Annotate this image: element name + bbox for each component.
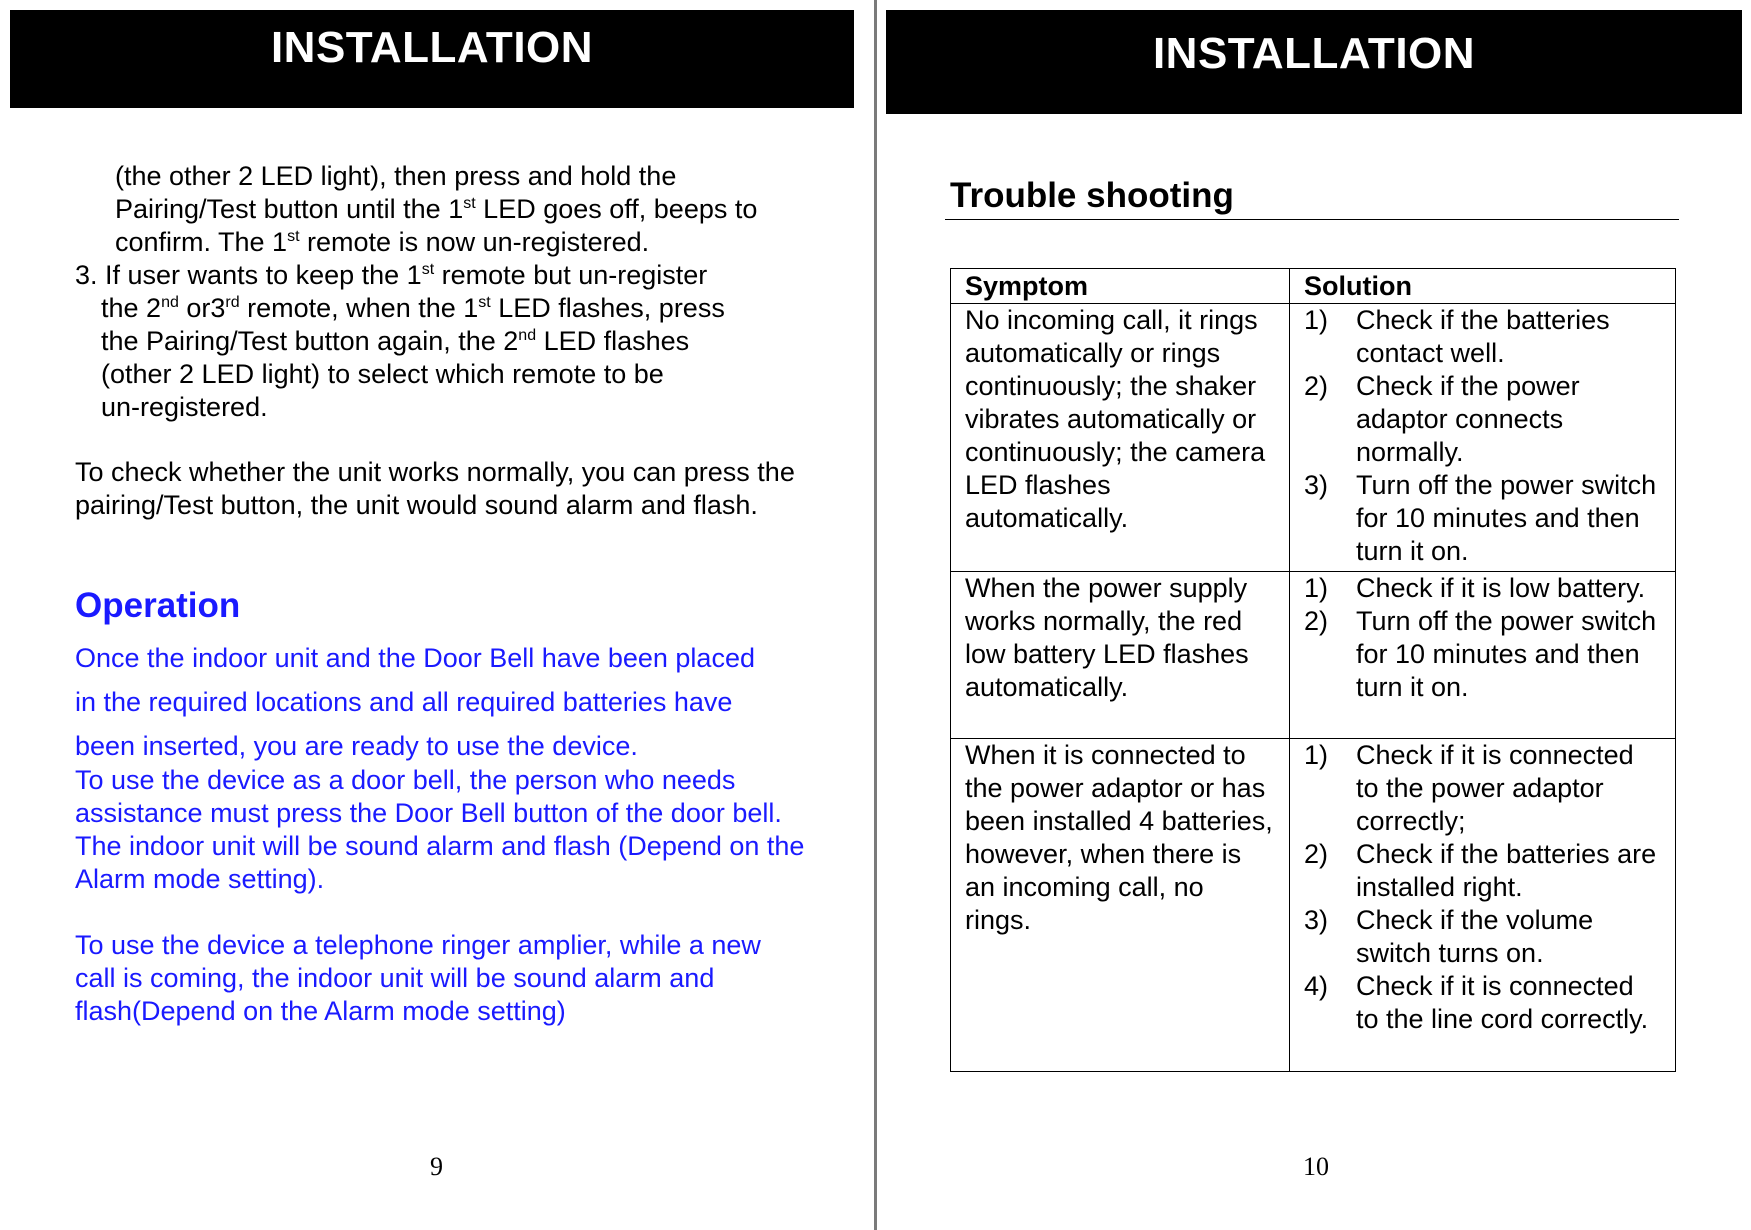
operation-heading: Operation (75, 586, 241, 625)
solution-item: 1) Check if it is low battery. (1304, 573, 1646, 603)
solution-item: 4) Check if it is connected to the line cord correctly. (1304, 971, 1649, 1034)
item3-line4: (other 2 LED light) to select which remote to be (101, 359, 664, 389)
item3-line3: the Pairing/Test button again, the 2nd LED flashes (101, 326, 690, 356)
solution-cell (1290, 304, 1676, 572)
troubleshooting-title: Trouble shooting (950, 176, 1234, 215)
table-row (951, 572, 1676, 739)
symptom-cell: When it is connected to the power adaptor or has been installed 4 batteries, however, when there is an incoming call, no rings. (951, 739, 1290, 1072)
step-3-paragraph (75, 259, 815, 424)
solution-item: 1) Check if it is connected to the power adaptor correctly; (1304, 740, 1634, 836)
solution-item: 2) Check if the batteries are installed right. (1304, 839, 1657, 902)
unregister-paragraph (115, 160, 835, 259)
symptom-cell: When the power supply works normally, the red low battery LED flashes automatically. (951, 572, 1290, 739)
op-line1: Once the indoor unit and the Door Bell have been placed (75, 643, 755, 673)
item3-line1: 3. If user wants to keep the 1st remote but un-register (75, 260, 708, 290)
doorbell-paragraph: To use the device as a door bell, the person who needs assistance must press the Door Bell button of the door bell. The indoor unit will be sound alarm and flash (Depend on the Alarm mode setting). (75, 765, 805, 894)
page-number-right: 10 (1303, 1152, 1329, 1181)
installation-banner-left: INSTALLATION (10, 10, 854, 108)
table-row (951, 739, 1676, 1072)
item3-line2: the 2nd or3rd remote, when the 1st LED flashes, press (101, 293, 725, 323)
p1-line2: Pairing/Test button until the 1st LED goes off, beeps to (115, 194, 758, 224)
installation-banner-right: INSTALLATION (886, 10, 1742, 114)
page-number-left: 9 (430, 1152, 443, 1181)
p1-line1: (the other 2 LED light), then press and hold the (115, 161, 677, 191)
title-underline (945, 219, 1679, 220)
solution-cell (1290, 572, 1676, 739)
table-row (951, 304, 1676, 572)
solution-cell (1290, 739, 1676, 1072)
left-page (0, 0, 874, 1230)
item3-line5: un-registered. (101, 392, 268, 422)
p1-line3: confirm. The 1st remote is now un-registered. (115, 227, 650, 257)
troubleshooting-table (950, 268, 1676, 1072)
solution-item: 3) Check if the volume switch turns on. (1304, 905, 1594, 968)
header-solution: Solution (1290, 269, 1676, 304)
symptom-cell: No incoming call, it rings automatically or rings continuously; the shaker vibrates automatically or continuously; the camera LED flashes automatically. (951, 304, 1290, 572)
solution-item: 1) Check if the batteries contact well. (1304, 305, 1610, 368)
check-unit-paragraph: To check whether the unit works normally, you can press the pairing/Test button, the unit would sound alarm and flash. (75, 457, 795, 520)
ringer-paragraph: To use the device a telephone ringer amplier, while a new call is coming, the indoor unit will be sound alarm and flash(Depend on the Alarm mode setting) (75, 930, 761, 1026)
right-page (877, 0, 1751, 1230)
solution-item: 3) Turn off the power switch for 10 minutes and then turn it on. (1304, 470, 1657, 566)
op-line3: been inserted, you are ready to use the device. (75, 731, 638, 761)
op-line2: in the required locations and all required batteries have (75, 687, 733, 717)
solution-item: 2) Turn off the power switch for 10 minutes and then turn it on. (1304, 606, 1657, 702)
header-symptom: Symptom (951, 269, 1290, 304)
operation-intro (75, 636, 835, 768)
solution-item: 2) Check if the power adaptor connects normally. (1304, 371, 1580, 467)
